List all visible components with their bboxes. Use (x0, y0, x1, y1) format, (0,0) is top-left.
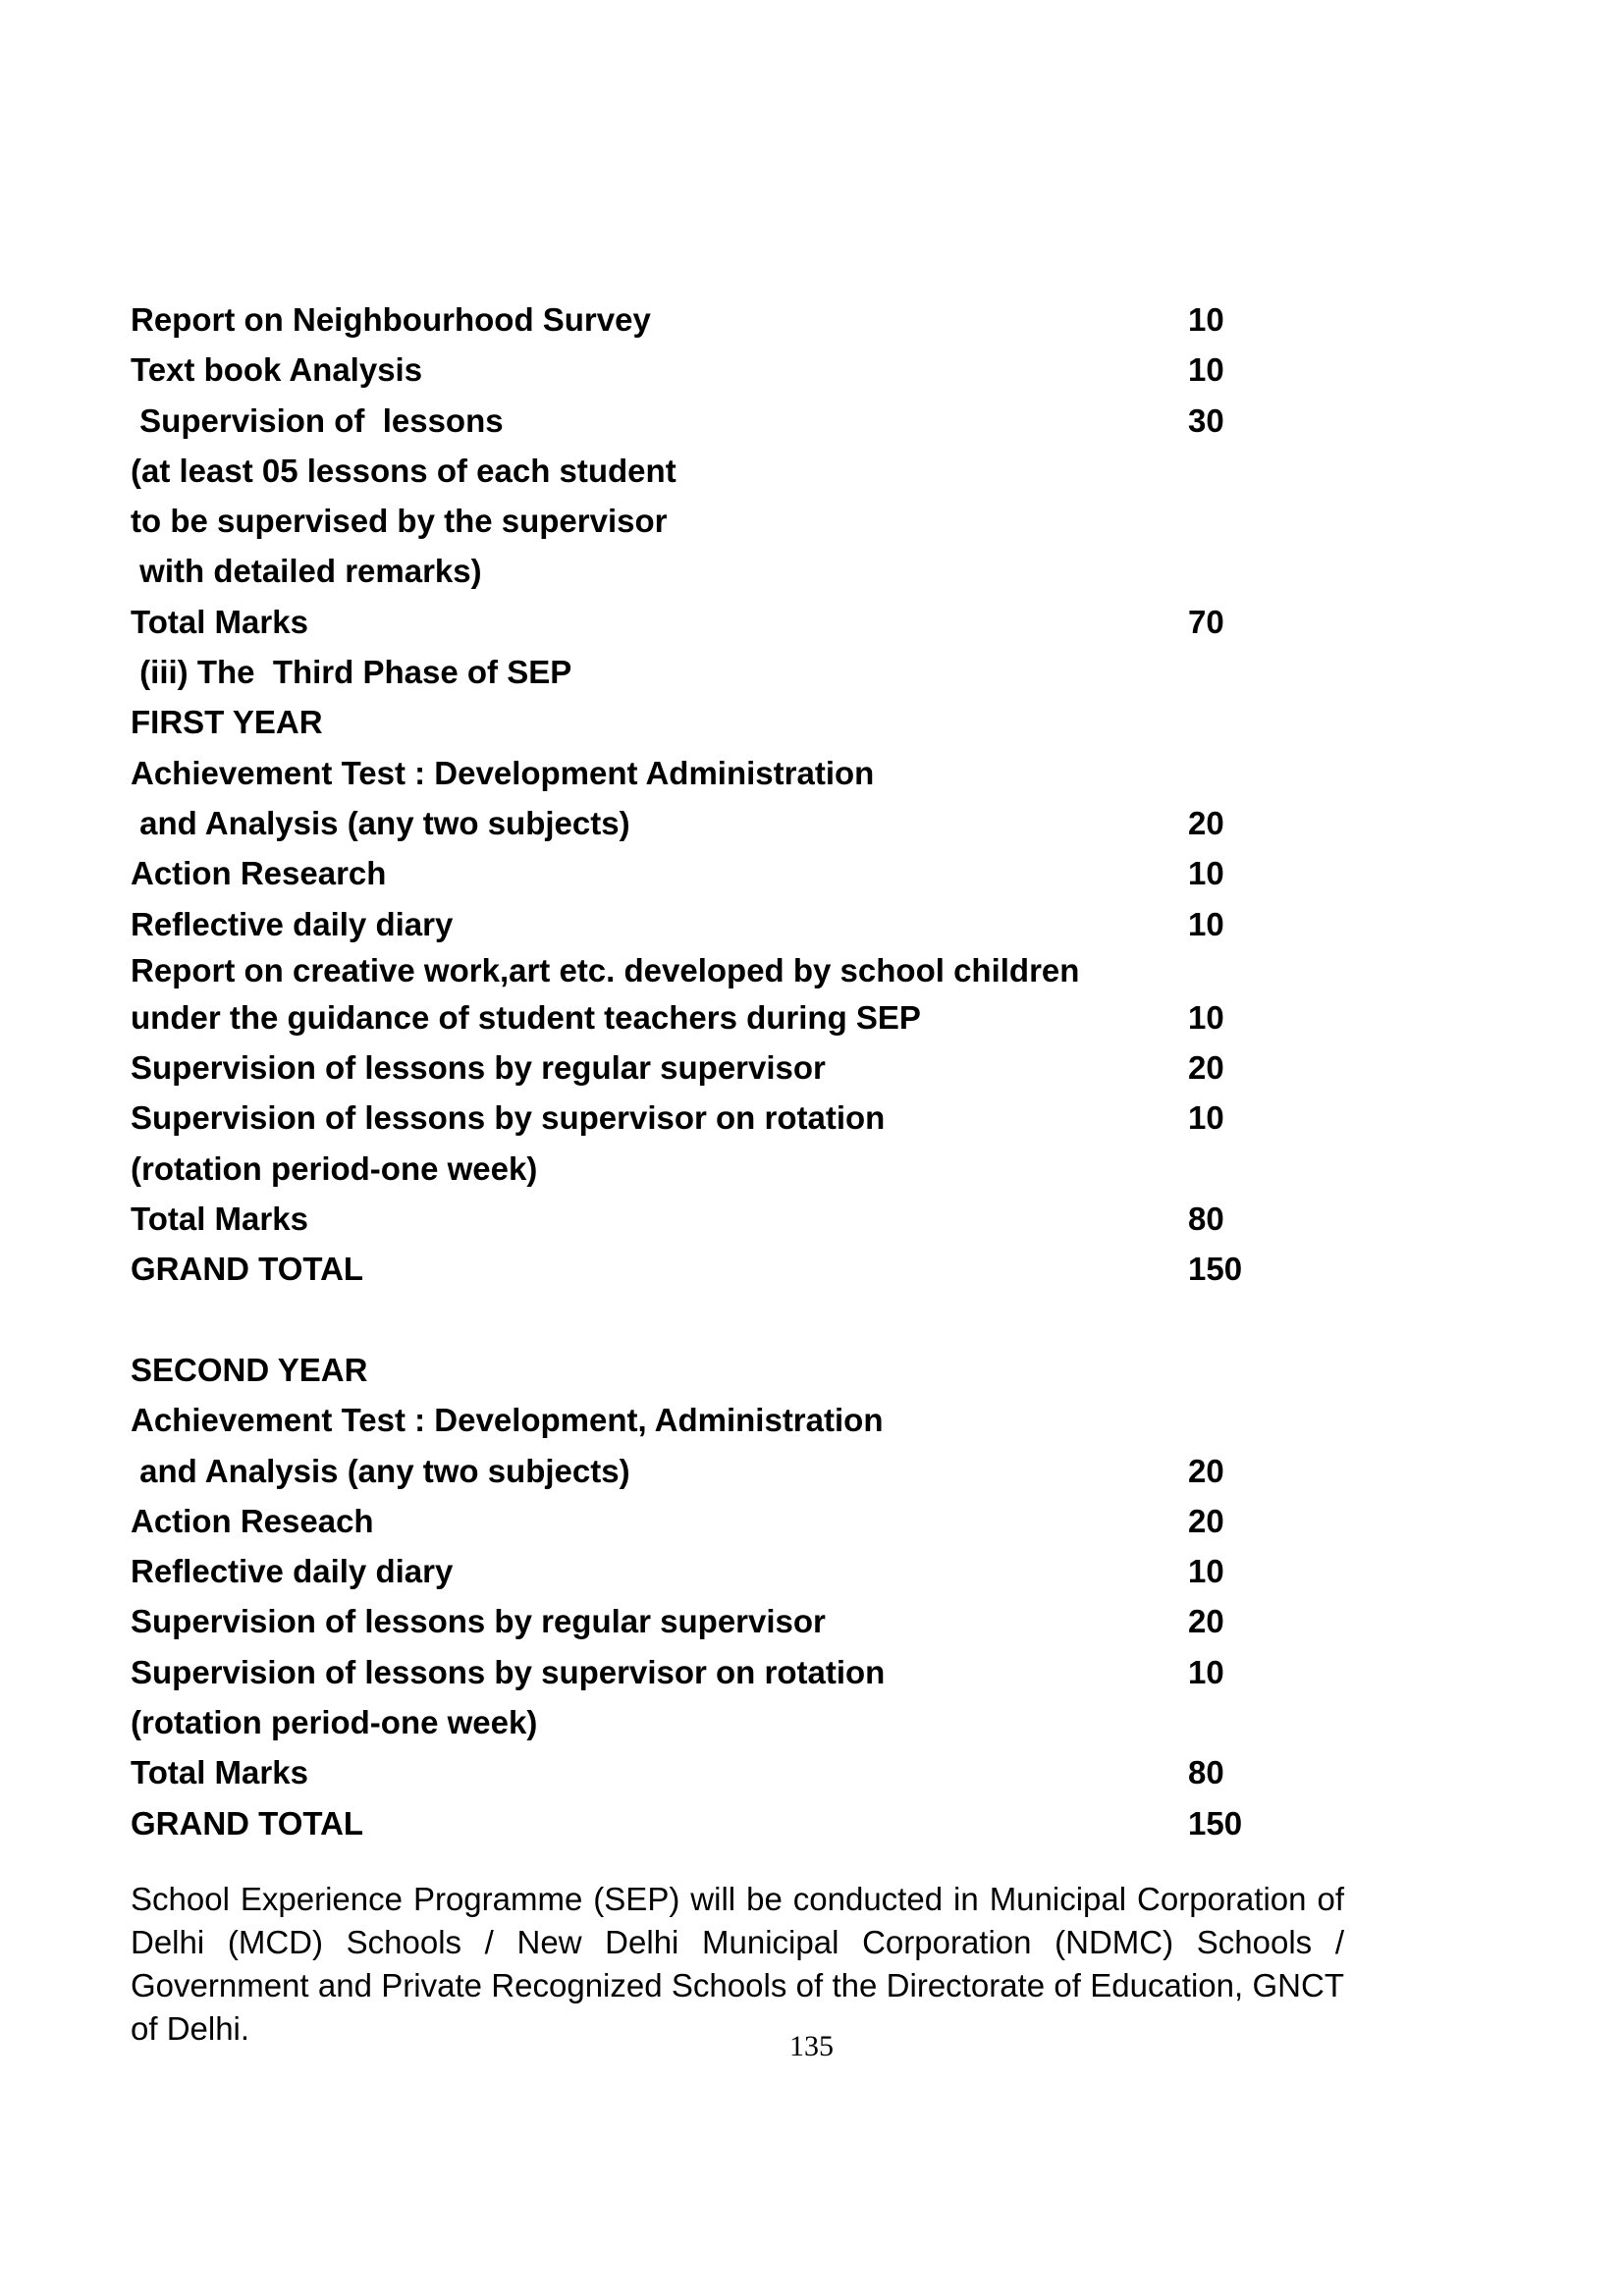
row-marks: 70 (1188, 603, 1224, 640)
row-marks: 10 (1188, 998, 1224, 1036)
total-marks-row (131, 1747, 1260, 1797)
marks-row (131, 1647, 1260, 1697)
row-marks: 80 (1188, 1201, 1224, 1238)
row-label: to be supervised by the supervisor (131, 503, 668, 540)
row-label: Report on creative work,art etc. developed by school children (131, 951, 1080, 988)
grand-total-row (131, 1244, 1260, 1294)
row-label: with detailed remarks) (131, 553, 482, 590)
marks-row (131, 496, 1260, 546)
row-label: Action Reseach (131, 1502, 374, 1539)
row-label: and Analysis (any two subjects) (131, 1452, 630, 1489)
marks-table (131, 294, 1260, 1848)
row-marks: 80 (1188, 1754, 1224, 1791)
row-label: Supervision of lessons by regular supervisor (131, 1603, 826, 1640)
row-label: GRAND TOTAL (131, 1251, 364, 1288)
section-spacer (131, 1295, 1260, 1345)
row-label: Text book Analysis (131, 351, 423, 389)
row-marks: 150 (1188, 1251, 1243, 1288)
row-label: GRAND TOTAL (131, 1804, 364, 1842)
marks-row (131, 949, 1260, 992)
marks-row (131, 1042, 1260, 1093)
row-label: Reflective daily diary (131, 1553, 454, 1590)
row-label: Action Research (131, 855, 387, 892)
third-phase-heading: (iii) The Third Phase of SEP (131, 654, 572, 691)
row-label: Achievement Test : Development Administration (131, 754, 875, 791)
row-marks: 20 (1188, 804, 1224, 841)
row-label: Supervision of lessons by supervisor on rotation (131, 1653, 886, 1690)
row-label: Reflective daily diary (131, 905, 454, 942)
first-year-heading: FIRST YEAR (131, 704, 323, 741)
row-label: Total Marks (131, 1754, 308, 1791)
marks-row (131, 748, 1260, 798)
row-label: Supervision of lessons by supervisor on rotation (131, 1099, 886, 1137)
year-heading (131, 1345, 1260, 1395)
row-marks: 10 (1188, 1553, 1224, 1590)
row-marks: 20 (1188, 1049, 1224, 1087)
row-label: Report on Neighbourhood Survey (131, 301, 651, 338)
row-label: Total Marks (131, 603, 308, 640)
row-label: Total Marks (131, 1201, 308, 1238)
section-heading (131, 647, 1260, 697)
marks-row (131, 294, 1260, 345)
grand-total-row (131, 1798, 1260, 1848)
row-marks: 10 (1188, 1653, 1224, 1690)
marks-row (131, 1395, 1260, 1445)
marks-row (131, 992, 1260, 1042)
row-marks: 10 (1188, 1099, 1224, 1137)
marks-row (131, 1446, 1260, 1496)
row-marks: 30 (1188, 401, 1224, 439)
marks-row (131, 1546, 1260, 1596)
row-label: Supervision of lessons by regular supervisor (131, 1049, 826, 1087)
marks-row (131, 899, 1260, 949)
marks-row (131, 1144, 1260, 1194)
row-marks: 10 (1188, 301, 1224, 338)
marks-row (131, 1093, 1260, 1143)
total-marks-row (131, 597, 1260, 647)
row-label: (rotation period-one week) (131, 1704, 538, 1741)
marks-row (131, 1496, 1260, 1546)
row-marks: 10 (1188, 905, 1224, 942)
total-marks-row (131, 1194, 1260, 1244)
row-marks: 10 (1188, 351, 1224, 389)
second-year-heading: SECOND YEAR (131, 1351, 368, 1388)
marks-row (131, 396, 1260, 446)
row-label: Achievement Test : Development, Administration (131, 1402, 884, 1439)
page-number: 135 (789, 2030, 834, 2062)
row-marks: 10 (1188, 855, 1224, 892)
marks-row (131, 345, 1260, 395)
row-label: under the guidance of student teachers during SEP (131, 998, 921, 1036)
row-label: (rotation period-one week) (131, 1149, 538, 1187)
marks-row (131, 1697, 1260, 1747)
closing-paragraph: School Experience Programme (SEP) will be conducted in Municipal Corporation of Delhi (MCD) Schools / New Delhi Municipal Corporation (NDMC) Schools / Government and Private Recognized Schools of the Directorate of Education, GNCT of Delhi. (131, 1881, 1344, 2047)
marks-row (131, 1596, 1260, 1646)
row-label: (at least 05 lessons of each student (131, 452, 676, 489)
marks-row (131, 446, 1260, 496)
row-label: Supervision of lessons (131, 401, 504, 439)
row-marks: 20 (1188, 1502, 1224, 1539)
row-marks: 20 (1188, 1452, 1224, 1489)
row-marks: 150 (1188, 1804, 1243, 1842)
marks-row (131, 848, 1260, 898)
marks-row (131, 546, 1260, 596)
row-label: and Analysis (any two subjects) (131, 804, 630, 841)
year-heading (131, 697, 1260, 747)
row-marks: 20 (1188, 1603, 1224, 1640)
marks-row (131, 798, 1260, 848)
